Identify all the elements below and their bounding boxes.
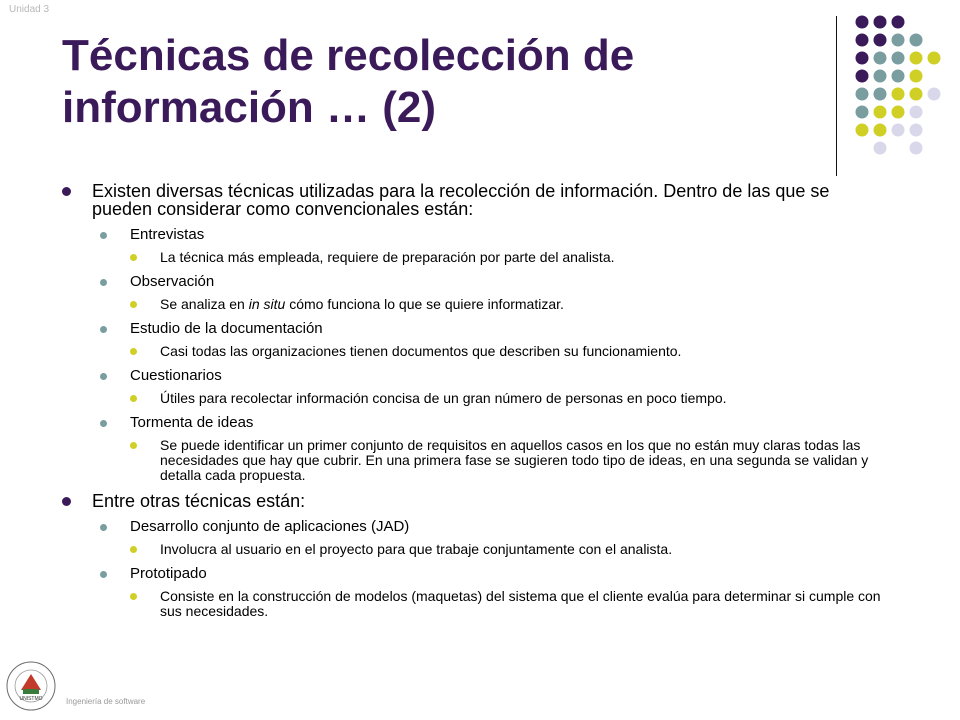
dot bbox=[910, 70, 923, 83]
dot bbox=[856, 52, 869, 65]
technique-detail bbox=[130, 391, 882, 406]
technique-item bbox=[100, 415, 882, 431]
dot bbox=[856, 16, 869, 29]
technique-detail-text: Se puede identificar un primer conjunto de requisitos en aquellos casos en los que no están muy claras todas las necesidades que hay que cubrir. En una primera fase se sugieren todo tipo de ideas, en una segunda se validan y detalla cada propuesta. bbox=[160, 437, 869, 483]
technique-detail-text bbox=[160, 296, 564, 312]
dot bbox=[892, 88, 905, 101]
bullet-dot-icon bbox=[130, 301, 137, 308]
technique-label: Entrevistas bbox=[130, 226, 205, 243]
dot bbox=[910, 34, 923, 47]
dot bbox=[856, 70, 869, 83]
bullet-dot-icon bbox=[130, 348, 137, 355]
bullet-dot-icon bbox=[130, 395, 137, 402]
bullet-dot-icon bbox=[100, 279, 107, 286]
technique-detail-text: Útiles para recolectar información concisa de un gran número de personas en poco tiempo. bbox=[160, 390, 727, 406]
bullet-other-intro bbox=[62, 492, 882, 510]
technique-detail-text: Involucra al usuario en el proyecto para que trabaje conjuntamente con el analista. bbox=[160, 541, 673, 557]
seal-base bbox=[23, 689, 39, 694]
technique-item bbox=[100, 321, 882, 337]
technique-detail-text: Consiste en la construcción de modelos (maquetas) del sistema que el cliente evalúa para determinar si cumple con sus necesidades. bbox=[160, 588, 881, 619]
dot bbox=[928, 52, 941, 65]
technique-item bbox=[100, 519, 882, 535]
technique-item bbox=[100, 274, 882, 290]
bullet-dot-icon bbox=[100, 232, 107, 239]
technique-detail bbox=[130, 542, 882, 557]
bullet-dot-icon bbox=[130, 442, 137, 449]
technique-item bbox=[100, 566, 882, 582]
technique-detail bbox=[130, 438, 882, 483]
technique-detail-text: Casi todas las organizaciones tienen documentos que describen su funcionamiento. bbox=[160, 343, 682, 359]
dot bbox=[874, 52, 887, 65]
bullet-intro bbox=[62, 182, 882, 218]
dot bbox=[856, 106, 869, 119]
dot bbox=[910, 52, 923, 65]
bullet-dot-icon bbox=[100, 326, 107, 333]
dot bbox=[892, 106, 905, 119]
bullet-dot-icon bbox=[100, 524, 107, 531]
technique-detail bbox=[130, 344, 882, 359]
slide-content bbox=[62, 182, 882, 628]
detail-pre: Se analiza en bbox=[160, 296, 249, 312]
technique-label: Desarrollo conjunto de aplicaciones (JAD) bbox=[130, 518, 410, 535]
dot bbox=[856, 124, 869, 137]
bullet-dot-icon bbox=[130, 593, 137, 600]
technique-label: Observación bbox=[130, 273, 215, 290]
technique-item bbox=[100, 227, 882, 243]
course-footer: Ingeniería de software bbox=[66, 697, 146, 706]
technique-label: Prototipado bbox=[130, 565, 207, 582]
seal-emblem bbox=[21, 674, 41, 690]
bullet-dot-icon bbox=[62, 497, 71, 506]
bullet-dot-icon bbox=[130, 546, 137, 553]
slide-title-line-1: Técnicas de recolección de bbox=[62, 31, 635, 80]
dot bbox=[928, 88, 941, 101]
decorative-vertical-line bbox=[836, 16, 837, 176]
technique-detail-text: La técnica más empleada, requiere de preparación por parte del analista. bbox=[160, 249, 615, 265]
dot bbox=[910, 124, 923, 137]
dot bbox=[856, 88, 869, 101]
detail-emphasis: in situ bbox=[248, 296, 286, 312]
dot bbox=[874, 124, 887, 137]
bullet-dot-icon bbox=[62, 187, 71, 196]
dot bbox=[910, 106, 923, 119]
dot bbox=[874, 70, 887, 83]
dot bbox=[874, 34, 887, 47]
university-seal-logo bbox=[4, 656, 58, 718]
bullet-text: Existen diversas técnicas utilizadas para la recolección de información. Dentro de las que se pueden considerar como convencionales están: bbox=[92, 181, 830, 219]
detail-post: cómo funciona lo que se quiere informatizar. bbox=[285, 296, 564, 312]
dot bbox=[892, 16, 905, 29]
dot bbox=[892, 124, 905, 137]
bullet-dot-icon bbox=[100, 420, 107, 427]
dot bbox=[856, 34, 869, 47]
dot bbox=[892, 70, 905, 83]
decorative-dot-grid bbox=[0, 0, 960, 200]
dot bbox=[874, 106, 887, 119]
dot bbox=[874, 142, 887, 155]
bullet-dot-icon bbox=[100, 571, 107, 578]
seal-text: UNISTMO bbox=[19, 696, 43, 702]
dot bbox=[874, 16, 887, 29]
bullet-text: Entre otras técnicas están: bbox=[92, 491, 306, 511]
dot bbox=[892, 34, 905, 47]
bullet-dot-icon bbox=[130, 254, 137, 261]
dot bbox=[910, 88, 923, 101]
technique-item bbox=[100, 368, 882, 384]
technique-label: Tormenta de ideas bbox=[130, 414, 254, 431]
technique-label: Cuestionarios bbox=[130, 367, 222, 384]
slide-title-line-2: información … (2) bbox=[62, 83, 437, 132]
dot bbox=[892, 52, 905, 65]
technique-detail bbox=[130, 297, 882, 312]
bullet-dot-icon bbox=[100, 373, 107, 380]
dot bbox=[874, 88, 887, 101]
technique-label: Estudio de la documentación bbox=[130, 320, 323, 337]
unit-label: Unidad 3 bbox=[9, 4, 50, 15]
technique-detail bbox=[130, 250, 882, 265]
dot bbox=[910, 142, 923, 155]
technique-detail bbox=[130, 589, 882, 619]
